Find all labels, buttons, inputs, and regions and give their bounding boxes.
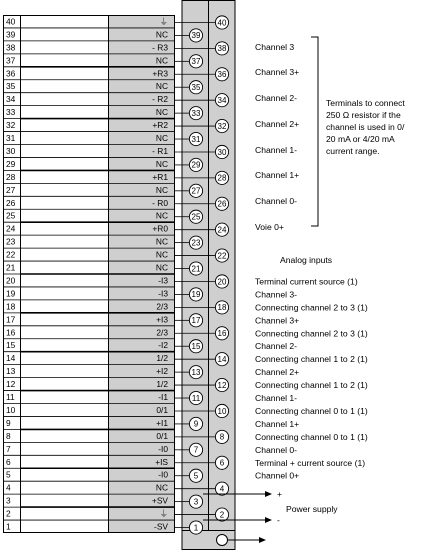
analog-label: Channel 0- [255,444,298,455]
signal-label: -I1 [158,392,168,403]
terminal-number: 20 [217,277,227,287]
signal-label: ⏚ [159,508,168,519]
terminal-number: 33 [191,108,201,118]
terminal-13 [189,366,202,379]
row-number: 15 [6,340,16,351]
terminal-number: 7 [193,445,199,455]
terminal-15 [189,340,202,353]
terminal-number: 31 [191,134,201,144]
terminal-number: 39 [191,31,201,41]
terminal-number: 36 [217,70,227,80]
row-number: 32 [6,120,16,131]
signal-label: -I3 [158,275,168,286]
row-number: 21 [6,262,16,273]
row-number: 9 [6,417,11,428]
row-number: 3 [6,495,11,506]
signal-label: +I2 [156,366,168,377]
row-number: 10 [6,404,16,415]
terminal-32 [215,119,228,132]
bracket-line [311,37,318,226]
row-number: 23 [6,236,16,247]
signal-label: 1/2 [156,379,168,390]
analog-label: Terminal + current source (1) [255,457,366,468]
terminal-number: 28 [217,173,227,183]
signal-label: NC [155,249,168,260]
power-supply-label: Power supply [286,504,338,514]
row-number: 4 [6,482,11,493]
signal-label: -I2 [158,340,168,351]
analog-label: Channel 2+ [255,367,300,378]
signal-label: +R3 [152,68,168,79]
row-number: 33 [6,107,16,118]
analog-label: Connecting channel 1 to 2 (1) [255,380,368,391]
terminal-number: 32 [217,121,227,131]
terminal-number: 26 [217,199,227,209]
signal-label: NC [155,29,168,40]
terminal-12 [215,378,228,391]
terminal-11 [189,391,202,404]
signal-label: +R0 [152,223,168,234]
terminal-29 [189,158,202,171]
signal-label: 2/3 [156,301,168,312]
row-number: 34 [6,94,16,105]
analog-label: Connecting channel 2 to 3 (1) [255,328,368,339]
terminal-number: 4 [219,484,225,494]
bracket-note-line: current range. [326,146,380,156]
power-plus-arrow-icon [265,491,272,497]
terminal-number: 2 [219,510,225,520]
signal-label: -I0 [158,443,168,454]
analog-label: Channel 0+ [255,470,300,481]
terminal-23 [189,236,202,249]
analog-label: Terminal current source (1) [255,276,358,287]
analog-label: Channel 3+ [255,315,300,326]
terminal-number: 23 [191,238,201,248]
terminal-10 [215,404,228,417]
signal-label: ⏚ [159,16,168,27]
terminal-number: 29 [191,160,201,170]
channel-label: Voie 0+ [255,222,284,232]
terminal-35 [189,81,202,94]
signal-label: NC [155,236,168,247]
signal-label: NC [155,133,168,144]
terminal-number: 14 [217,354,227,364]
row-number: 22 [6,249,16,260]
row-number: 16 [6,327,16,338]
signal-label: 0/1 [156,430,168,441]
terminal-number: 27 [191,186,201,196]
row-number: 1 [6,521,11,532]
terminal-number: 22 [217,251,227,261]
terminal-30 [215,145,228,158]
terminal-24 [215,223,228,236]
row-number: 8 [6,430,11,441]
row-number: 2 [6,508,11,519]
terminal-number: 1 [193,523,199,533]
signal-label: 0/1 [156,404,168,415]
row-number: 11 [6,392,15,403]
row-number: 31 [6,133,16,144]
channel-label: Channel 0- [255,196,298,206]
connector-screw-icon [217,535,228,546]
terminal-number: 9 [193,419,199,429]
signal-label: +SV [151,495,168,506]
signal-label: 2/3 [156,327,168,338]
row-number: 29 [6,158,16,169]
analog-label: Channel 2- [255,341,298,352]
signal-label: +I1 [156,417,168,428]
terminal-34 [215,94,228,107]
terminal-number: 6 [219,458,225,468]
terminal-9 [189,417,202,430]
terminal-number: 13 [191,367,201,377]
analog-label: Connecting channel 0 to 1 (1) [255,405,368,416]
row-number: 18 [6,301,16,312]
terminal-1 [189,521,202,534]
signal-label: NC [155,210,168,221]
signal-label: NC [155,262,168,273]
terminal-number: 11 [191,393,201,403]
row-number: 14 [6,353,16,364]
channel-label: Channel 1- [255,145,298,155]
terminal-number: 35 [191,83,201,93]
terminal-4 [215,482,228,495]
terminal-number: 21 [191,264,201,274]
power-minus-sign: - [277,515,280,525]
row-number: 37 [6,55,16,66]
terminal-31 [189,132,202,145]
channel-labels [255,42,299,232]
analog-label: Connecting channel 2 to 3 (1) [255,302,368,313]
terminal-19 [189,288,202,301]
row-number: 35 [6,81,16,92]
ground-arrow-icon [259,537,266,543]
row-number: 6 [6,456,11,467]
row-number: 26 [6,197,16,208]
signal-label: NC [155,107,168,118]
analog-label: Channel 1+ [255,418,300,429]
channel-label: Channel 2- [255,93,298,103]
terminal-number: 5 [193,471,199,481]
terminal-number: 40 [217,18,227,28]
row-number: 28 [6,171,16,182]
signal-label: - R1 [152,145,168,156]
signal-label: NC [155,158,168,169]
analog-label: Connecting channel 1 to 2 (1) [255,354,368,365]
signal-label: +R1 [152,171,168,182]
terminal-20 [215,275,228,288]
terminal-number: 18 [217,303,227,313]
signal-label: +IS [155,456,168,467]
terminal-14 [215,353,228,366]
terminal-number: 25 [191,212,201,222]
signal-label: -I0 [158,469,168,480]
terminal-38 [215,42,228,55]
row-number: 25 [6,210,16,221]
analog-inputs-title: Analog inputs [280,255,333,265]
channel-label: Channel 1+ [255,170,300,180]
analog-labels [255,276,368,480]
terminal-22 [215,249,228,262]
terminal-6 [215,456,228,469]
terminal-39 [189,29,202,42]
terminal-number: 16 [217,329,227,339]
terminal-5 [189,469,202,482]
bracket-note-line: Terminals to connect [326,98,405,108]
signal-label: -I3 [158,288,168,299]
bracket-note-line: 20 mA or 4/20 mA [326,134,395,144]
connector [175,1,235,550]
analog-label: Channel 1- [255,393,298,404]
row-number: 20 [6,275,16,286]
power-plus-sign: + [277,489,283,499]
terminal-number: 12 [217,380,227,390]
terminal-36 [215,68,228,81]
terminal-3 [189,495,202,508]
signal-label: +R2 [152,120,168,131]
signal-label: 1/2 [156,353,168,364]
row-number: 27 [6,184,16,195]
terminal-number: 30 [217,147,227,157]
terminal-number: 34 [217,95,227,105]
terminal-number: 19 [191,290,201,300]
terminal-16 [215,327,228,340]
bracket-note-line: 250 Ω resistor if the [326,110,401,120]
channel-label: Channel 2+ [255,119,300,129]
signal-label: +I3 [156,314,168,325]
signal-label: NC [155,482,168,493]
terminal-number: 10 [217,406,227,416]
signal-label: NC [155,55,168,66]
row-number: 7 [6,443,11,454]
terminal-17 [189,314,202,327]
terminal-18 [215,301,228,314]
terminal-40 [215,16,228,29]
terminal-number: 15 [191,342,201,352]
row-number: 5 [6,469,11,480]
terminal-26 [215,197,228,210]
signal-label: - R3 [152,42,168,53]
channel-label: Channel 3 [255,42,295,52]
terminal-37 [189,55,202,68]
analog-label: Connecting channel 0 to 1 (1) [255,431,368,442]
signal-label: NC [155,81,168,92]
row-number: 30 [6,145,16,156]
terminal-7 [189,443,202,456]
row-number: 38 [6,42,16,53]
terminal-2 [215,508,228,521]
terminal-number: 8 [219,432,225,442]
signal-label: - R0 [152,197,168,208]
bracket-note-line: channel is used in 0/ [326,122,405,132]
terminal-27 [189,184,202,197]
channel-label: Channel 3+ [255,67,300,77]
signal-label: NC [155,184,168,195]
resistor-bracket [311,37,405,226]
terminal-number: 24 [217,225,227,235]
signal-label: -SV [154,521,168,532]
power-minus-arrow-icon [265,517,272,523]
signal-label: - R2 [152,94,168,105]
terminal-8 [215,430,228,443]
row-number: 40 [6,16,16,27]
row-number: 39 [6,29,16,40]
terminal-number: 38 [217,44,227,54]
row-number: 13 [6,366,16,377]
row-number: 36 [6,68,16,79]
terminal-number: 3 [193,497,199,507]
row-number: 12 [6,379,16,390]
row-number: 19 [6,288,16,299]
terminal-25 [189,210,202,223]
terminal-21 [189,262,202,275]
analog-label: Channel 3- [255,289,298,300]
terminal-28 [215,171,228,184]
terminal-number: 17 [191,316,201,326]
terminal-33 [189,107,202,120]
row-number: 24 [6,223,16,234]
terminal-number: 37 [191,57,201,67]
row-number: 17 [6,314,16,325]
terminal-table [3,15,175,533]
